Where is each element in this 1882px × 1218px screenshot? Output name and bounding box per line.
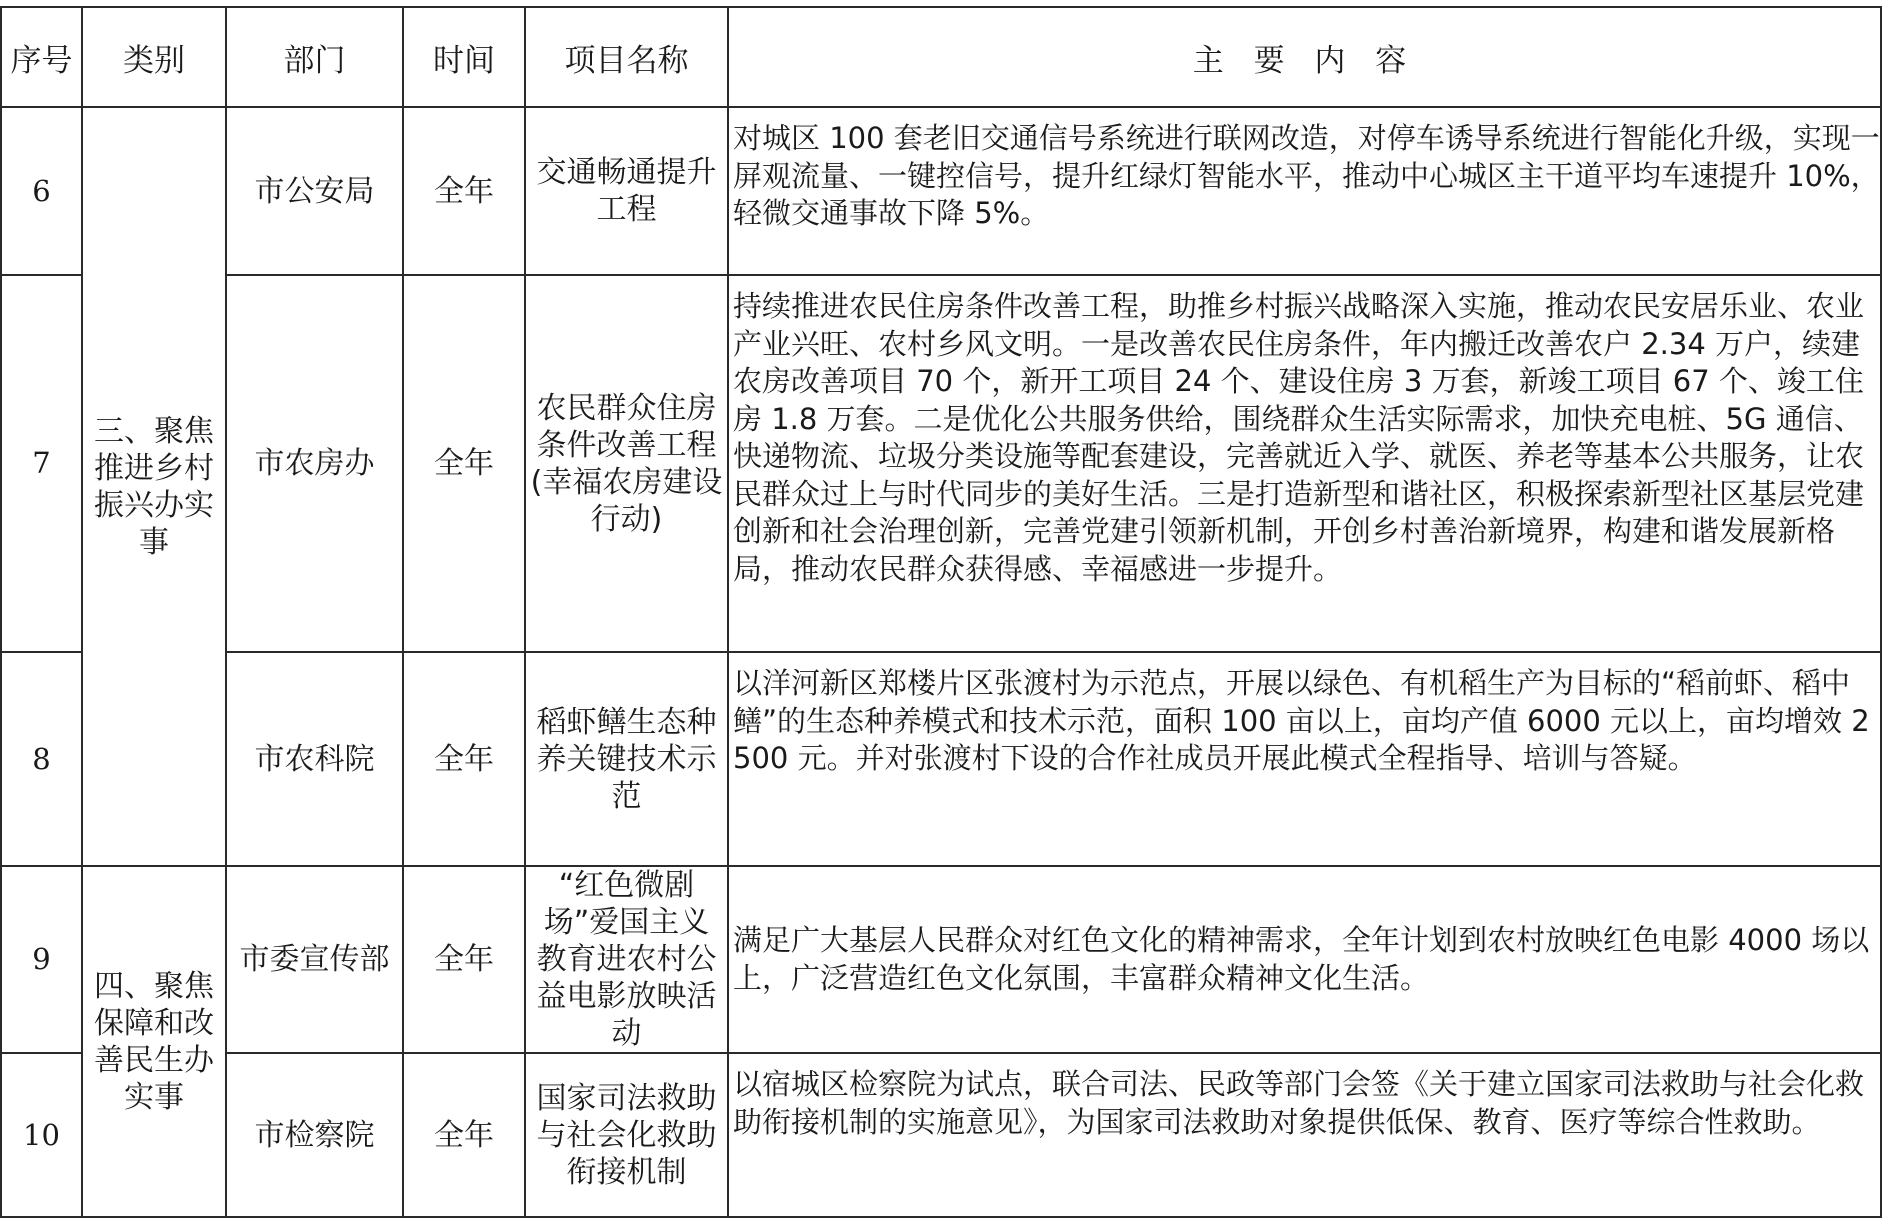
header-content: 主 要 内 容 (728, 7, 1881, 107)
cell-content: 以洋河新区郑楼片区张渡村为示范点，开展以绿色、有机稻生产为目标的“稻前虾、稻中鳝”的生态种养模式和技术示范，面积 100 亩以上，亩均产值 6000 元以上，亩均增效 2500 元。并对张渡村下设的合作社成员开展此模式全程指导、培训与答疑。 (728, 652, 1881, 866)
cell-category: 三、聚焦推进乡村振兴办实事 (82, 107, 226, 866)
cell-department: 市农房办 (226, 275, 403, 652)
cell-content: 持续推进农民住房条件改善工程，助推乡村振兴战略深入实施，推动农民安居乐业、农业产业兴旺、农村乡风文明。一是改善农民住房条件，年内搬迁改善农户 2.34 万户，续建农房改善项目 70 个，新开工项目 24 个、建设住房 3 万套，新竣工项目 67 个、竣工住房 1.8 万套。二是优化公共服务供给，围绕群众生活实际需求，加快充电桩、5G 通信、快递物流、垃圾分类设施等配套建设，完善就近入学、就医、养老等基本公共服务，让农民群众过上与时代同步的美好生活。三是打造新型和谐社区，积极探索新型社区基层党建创新和社会治理创新，完善党建引领新机制，开创乡村善治新境界，构建和谐发展新格局，推动农民群众获得感、幸福感进一步提升。 (728, 275, 1881, 652)
cell-project: “红色微剧场”爱国主义教育进农村公益电影放映活动 (525, 866, 728, 1053)
cell-content: 对城区 100 套老旧交通信号系统进行联网改造，对停车诱导系统进行智能化升级，实现一屏观流量、一键控信号，提升红绿灯智能水平，推动中心城区主干道平均车速提升 10%，轻微交通事故下降 5%。 (728, 107, 1881, 275)
cell-department: 市委宣传部 (226, 866, 403, 1053)
table-row (1, 866, 1881, 1053)
cell-time: 全年 (403, 275, 525, 652)
table-row (1, 652, 1881, 866)
header-time: 时间 (403, 7, 525, 107)
cell-time: 全年 (403, 107, 525, 275)
table-row (1, 1053, 1881, 1217)
header-department: 部门 (226, 7, 403, 107)
header-seq: 序号 (1, 7, 82, 107)
cell-seq: 7 (1, 275, 82, 652)
table-row (1, 107, 1881, 275)
cell-category: 四、聚焦保障和改善民生办实事 (82, 866, 226, 1217)
projects-table (0, 6, 1882, 1218)
cell-seq: 8 (1, 652, 82, 866)
cell-content: 满足广大基层人民群众对红色文化的精神需求，全年计划到农村放映红色电影 4000 场以上，广泛营造红色文化氛围，丰富群众精神文化生活。 (728, 866, 1881, 1053)
cell-content: 以宿城区检察院为试点，联合司法、民政等部门会签《关于建立国家司法救助与社会化救助衔接机制的实施意见》，为国家司法救助对象提供低保、教育、医疗等综合性救助。 (728, 1053, 1881, 1217)
header-category: 类别 (82, 7, 226, 107)
cell-project: 交通畅通提升工程 (525, 107, 728, 275)
cell-time: 全年 (403, 866, 525, 1053)
cell-time: 全年 (403, 652, 525, 866)
cell-seq: 9 (1, 866, 82, 1053)
cell-department: 市公安局 (226, 107, 403, 275)
cell-time: 全年 (403, 1053, 525, 1217)
table-row (1, 275, 1881, 652)
cell-project: 国家司法救助与社会化救助衔接机制 (525, 1053, 728, 1217)
cell-project: 农民群众住房条件改善工程(幸福农房建设行动) (525, 275, 728, 652)
header-project: 项目名称 (525, 7, 728, 107)
cell-seq: 10 (1, 1053, 82, 1217)
cell-project: 稻虾鳝生态种养关键技术示范 (525, 652, 728, 866)
cell-seq: 6 (1, 107, 82, 275)
header-row (1, 7, 1881, 107)
cell-department: 市检察院 (226, 1053, 403, 1217)
cell-department: 市农科院 (226, 652, 403, 866)
